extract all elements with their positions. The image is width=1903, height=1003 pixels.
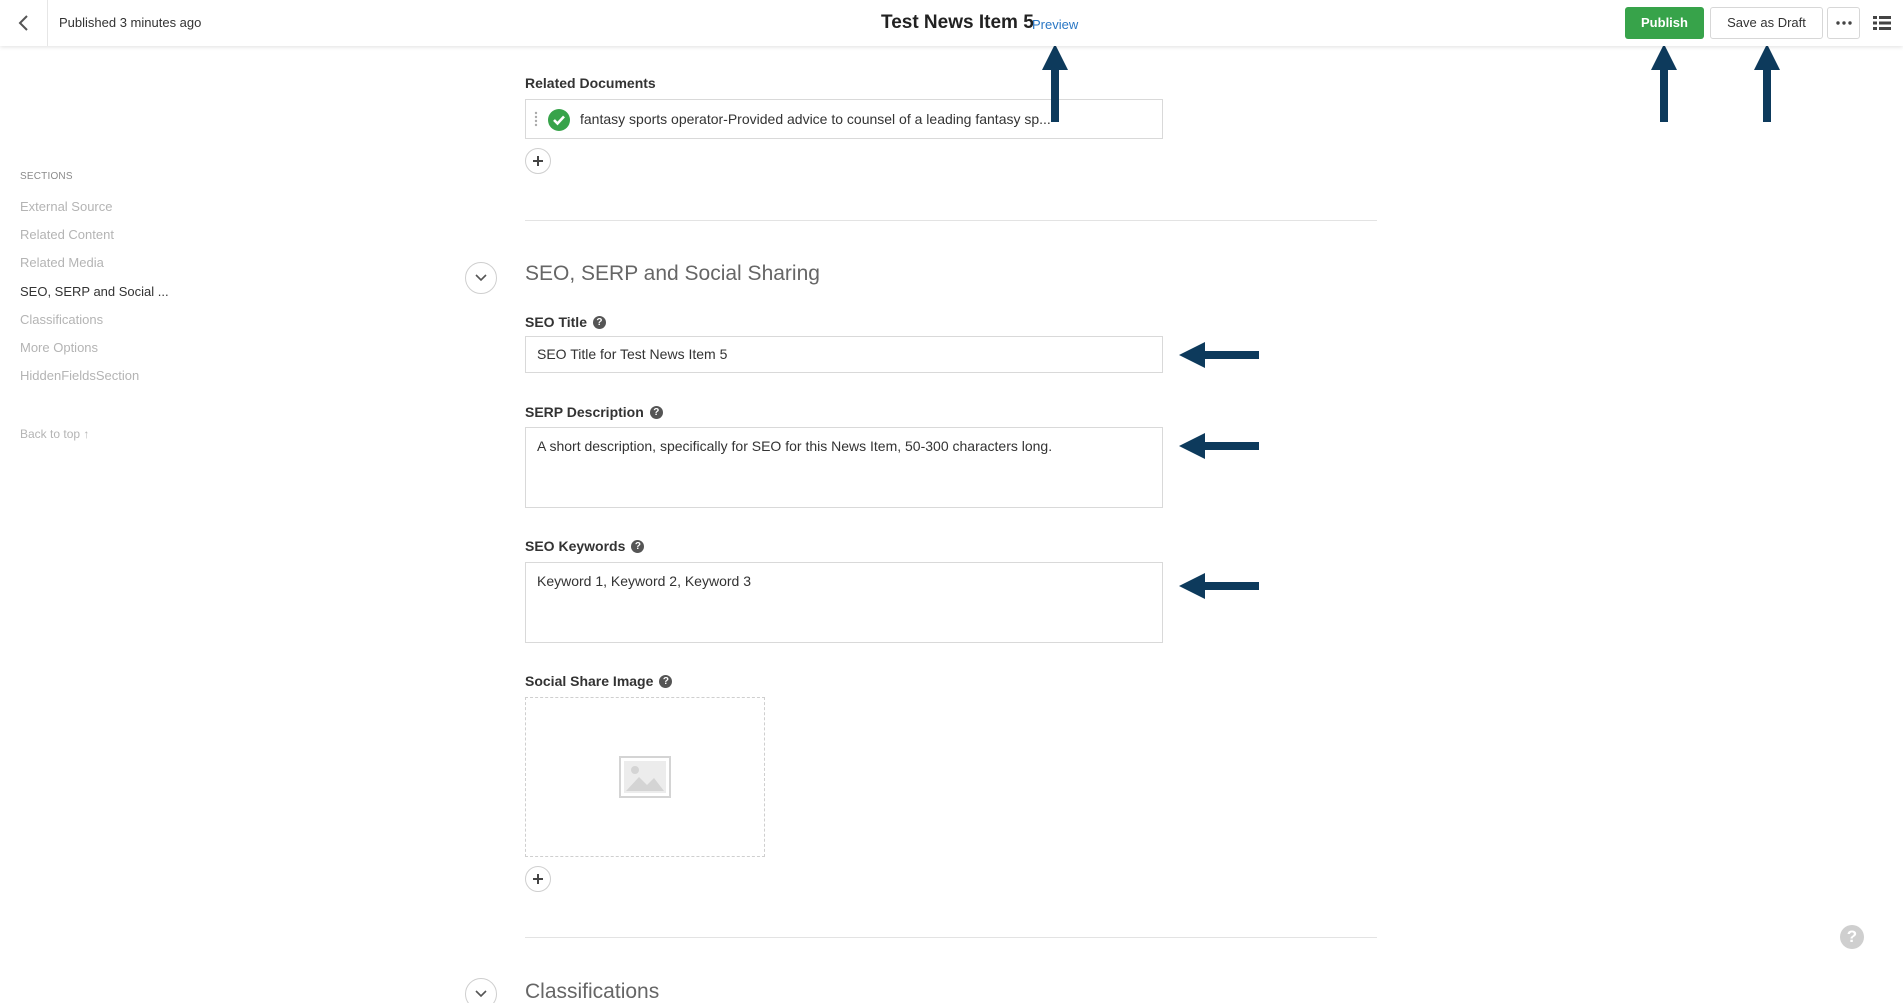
help-button[interactable]: ? — [1840, 925, 1864, 949]
classifications-section-title: Classifications — [525, 980, 660, 1003]
related-documents-label-text: Related Documents — [525, 75, 656, 91]
help-icon[interactable]: ? — [650, 406, 663, 419]
add-social-share-image-button[interactable] — [525, 866, 551, 892]
annotation-arrow-left-icon — [1179, 432, 1259, 460]
annotation-arrow-up-icon — [1650, 44, 1678, 122]
seo-title-label — [525, 314, 606, 330]
publish-status: Published 3 minutes ago — [59, 15, 202, 30]
chevron-down-icon — [475, 990, 487, 998]
seo-keywords-input[interactable] — [525, 562, 1163, 643]
page-title: Test News Item 5 — [881, 12, 1034, 33]
sidebar-item-classifications[interactable]: Classifications — [20, 312, 104, 327]
help-icon[interactable]: ? — [631, 540, 644, 553]
plus-icon — [533, 874, 543, 884]
save-draft-button[interactable]: Save as Draft — [1710, 7, 1823, 39]
publish-button[interactable]: Publish — [1625, 7, 1704, 39]
sidebar-item-more-options[interactable]: More Options — [20, 340, 99, 355]
sidebar-item-external-source[interactable]: External Source — [20, 199, 113, 214]
ellipsis-icon — [1836, 21, 1852, 25]
social-share-image-dropzone[interactable] — [525, 697, 765, 857]
back-to-top-link[interactable]: Back to top ↑ — [20, 427, 90, 441]
annotation-arrow-up-icon — [1753, 44, 1781, 122]
collapse-seo-section-button[interactable] — [465, 262, 497, 294]
seo-section-title: SEO, SERP and Social Sharing — [525, 262, 820, 285]
check-circle-icon — [548, 109, 570, 131]
related-document-title: fantasy sports operator-Provided advice to counsel of a leading fantasy sp... — [580, 111, 1051, 127]
sidebar-item-hidden-fields[interactable]: HiddenFieldsSection — [20, 368, 140, 383]
top-bar — [0, 0, 1903, 46]
sidebar-item-related-media[interactable]: Related Media — [20, 255, 104, 270]
social-share-image-label-text: Social Share Image — [525, 673, 654, 689]
annotation-arrow-left-icon — [1179, 341, 1259, 369]
serp-description-label-text: SERP Description — [525, 404, 644, 420]
seo-title-label-text: SEO Title — [525, 314, 587, 330]
chevron-down-icon — [475, 274, 487, 282]
preview-link[interactable]: Preview — [1032, 17, 1079, 32]
list-view-button[interactable] — [1870, 11, 1894, 35]
section-divider — [525, 937, 1377, 938]
section-divider — [525, 220, 1377, 221]
plus-icon — [533, 156, 543, 166]
back-button[interactable] — [0, 0, 48, 46]
sidebar-item-seo[interactable]: SEO, SERP and Social ... — [20, 284, 169, 299]
list-view-icon — [1873, 15, 1891, 31]
annotation-arrow-left-icon — [1179, 572, 1259, 600]
sections-heading: SECTIONS — [20, 171, 73, 182]
help-icon[interactable]: ? — [659, 675, 672, 688]
sidebar-item-related-content[interactable]: Related Content — [20, 227, 114, 242]
serp-description-input[interactable] — [525, 427, 1163, 508]
seo-keywords-label-text: SEO Keywords — [525, 538, 626, 554]
image-placeholder-icon — [619, 756, 671, 798]
seo-title-input[interactable] — [525, 336, 1163, 373]
related-documents-label — [525, 75, 656, 91]
add-related-document-button[interactable] — [525, 148, 551, 174]
seo-keywords-label — [525, 538, 644, 554]
help-icon[interactable]: ? — [593, 316, 606, 329]
collapse-classifications-button[interactable] — [465, 978, 497, 1003]
annotation-arrow-up-icon — [1041, 44, 1069, 122]
drag-handle-icon[interactable] — [534, 111, 538, 127]
more-options-button[interactable] — [1827, 7, 1860, 39]
social-share-image-label — [525, 673, 672, 689]
chevron-left-icon — [17, 14, 31, 32]
serp-description-label — [525, 404, 663, 420]
